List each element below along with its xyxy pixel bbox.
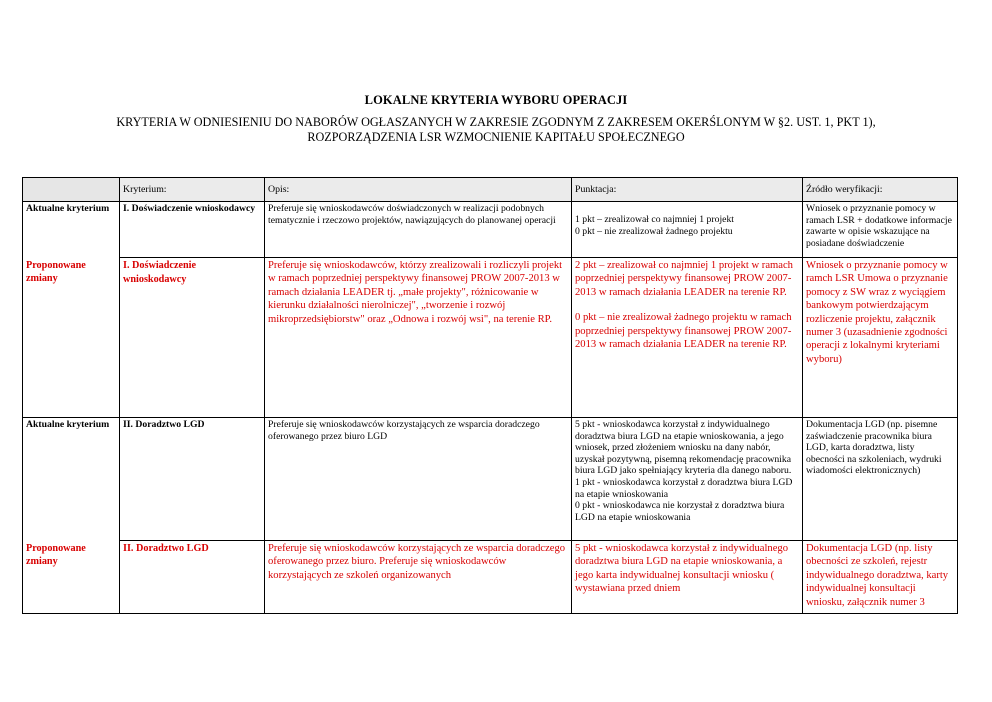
row-type: Proponowane zmiany — [23, 258, 120, 418]
header-empty — [23, 178, 120, 202]
criterion-scoring — [572, 418, 803, 541]
header-kryterium: Kryterium: — [120, 178, 265, 202]
criterion-description: Preferuje się wnioskodawców korzystających ze wsparcia doradczego oferowanego przez biuro LGD — [265, 418, 572, 541]
table-row — [23, 418, 958, 541]
scoring-line: 1 pkt – zrealizował co najmniej 1 projekt — [575, 214, 734, 225]
criterion-description: Preferuje się wnioskodawców doświadczonych w realizacji podobnych tematycznie i rzeczowo projektów, nawiązujących do planowanej operacji — [265, 202, 572, 258]
subtitle-line-2: ROZPORZĄDZENIA LSR WZMOCNIENIE KAPITAŁU SPOŁECZNEGO — [307, 130, 685, 144]
verification-source: Dokumentacja LGD (np. listy obecności ze szkoleń, rejestr indywidualnego doradztwa, karty indywidualnej konsultacji wniosku, załącznik numer 3 — [803, 541, 958, 614]
table-row — [23, 258, 958, 418]
scoring-line: 0 pkt – nie zrealizował żadnego projektu — [575, 225, 733, 237]
criterion-name: I. Doświadczenie wnioskodawcy — [120, 258, 265, 418]
table-row — [23, 202, 958, 258]
table-header-row — [23, 178, 958, 202]
criterion-scoring: 5 pkt - wnioskodawca korzystał z indywidualnego doradztwa biura LGD na etapie wnioskowania, a jego karta indywidualnej konsultacji wniosku ( wystawiana przed dniem — [572, 541, 803, 614]
criteria-table — [22, 177, 958, 614]
verification-source: Wniosek o przyznanie pomocy w ramch LSR Umowa o przyznanie pomocy z SW wraz z wyciągiem bankowym potwierdzającym rozliczenie projektu, załącznik numer 3 (uzasadnienie zgodności operacji z lokalnymi kryteriami wyboru) — [803, 258, 958, 418]
criterion-name: II. Doradztwo LGD — [120, 541, 265, 614]
header-zrodlo: Źródło weryfikacji: — [803, 178, 958, 202]
criterion-scoring — [572, 202, 803, 258]
criterion-name: I. Doświadczenie wnioskodawcy — [120, 202, 265, 258]
scoring-line: 2 pkt – zrealizował co najmniej 1 projekt w ramach poprzedniej perspektywy finansowej PROW 2007-2013 w ramach działania LEADER na terenie RP. — [575, 260, 793, 298]
criterion-name: II. Doradztwo LGD — [120, 418, 265, 541]
page-subtitle — [60, 115, 932, 145]
table-row — [23, 541, 958, 614]
header-opis: Opis: — [265, 178, 572, 202]
verification-source: Wniosek o przyznanie pomocy w ramach LSR + dodatkowe informacje zawarte w opisie wskazujące na posiadane doświadczenie — [803, 202, 958, 258]
scoring-line: 0 pkt – nie zrealizował żadnego projektu w ramach poprzedniej perspektywy finansowej PROW 2007-2013 w ramach działania LEADER na terenie RP. — [575, 312, 792, 351]
scoring-line: 0 pkt - wnioskodawca nie korzystał z doradztwa biura LGD na etapie wnioskowania — [575, 500, 785, 523]
subtitle-line-1: KRYTERIA W ODNIESIENIU DO NABORÓW OGŁASZANYCH W ZAKRESIE ZGODNYM Z ZAKRESEM OKERŚLONYM W §2. UST. 1, PKT 1), — [116, 115, 876, 129]
header-punktacja: Punktacja: — [572, 178, 803, 202]
criterion-scoring — [572, 258, 803, 418]
page-title: LOKALNE KRYTERIA WYBORU OPERACJI — [364, 93, 628, 107]
row-type: Aktualne kryterium — [23, 202, 120, 258]
row-type: Proponowane zmiany — [23, 541, 120, 614]
criterion-description: Preferuje się wnioskodawców korzystających ze wsparcia doradczego oferowanego przez biuro. Preferuje się wnioskodawców korzystających ze szkoleń organizowanych — [265, 541, 572, 614]
scoring-line: 1 pkt - wnioskodawca korzystał z doradztwa biura LGD na etapie wnioskowania — [575, 476, 793, 500]
row-type: Aktualne kryterium — [23, 418, 120, 541]
criterion-description: Preferuje się wnioskodawców, którzy zrealizowali i rozliczyli projekt w ramach poprzedniej perspektywy finansowej PROW 2007-2013 w ramach działania LEADER tj. „małe projekty", różnicowanie w kierunku działalności nierolniczej", „tworzenie i rozwój mikroprzedsiębiorstw" oraz „Odnowa i rozwój wsi", na terenie RP. — [265, 258, 572, 418]
scoring-line: 5 pkt - wnioskodawca korzystał z indywidualnego doradztwa biura LGD na etapie wnioskowania, a jego wniosek, przed złożeniem wniosku na dany nabór, uzyskał pozytywną, pisemną rekomendację pracownika biura LGD jako spełniający kryteria dla danego naboru. — [575, 419, 792, 477]
verification-source: Dokumentacja LGD (np. pisemne zaświadczenie pracownika biura LGD, karta doradztwa, listy obecności na szkoleniach, wydruki wiadomości elektronicznych) — [803, 418, 958, 541]
